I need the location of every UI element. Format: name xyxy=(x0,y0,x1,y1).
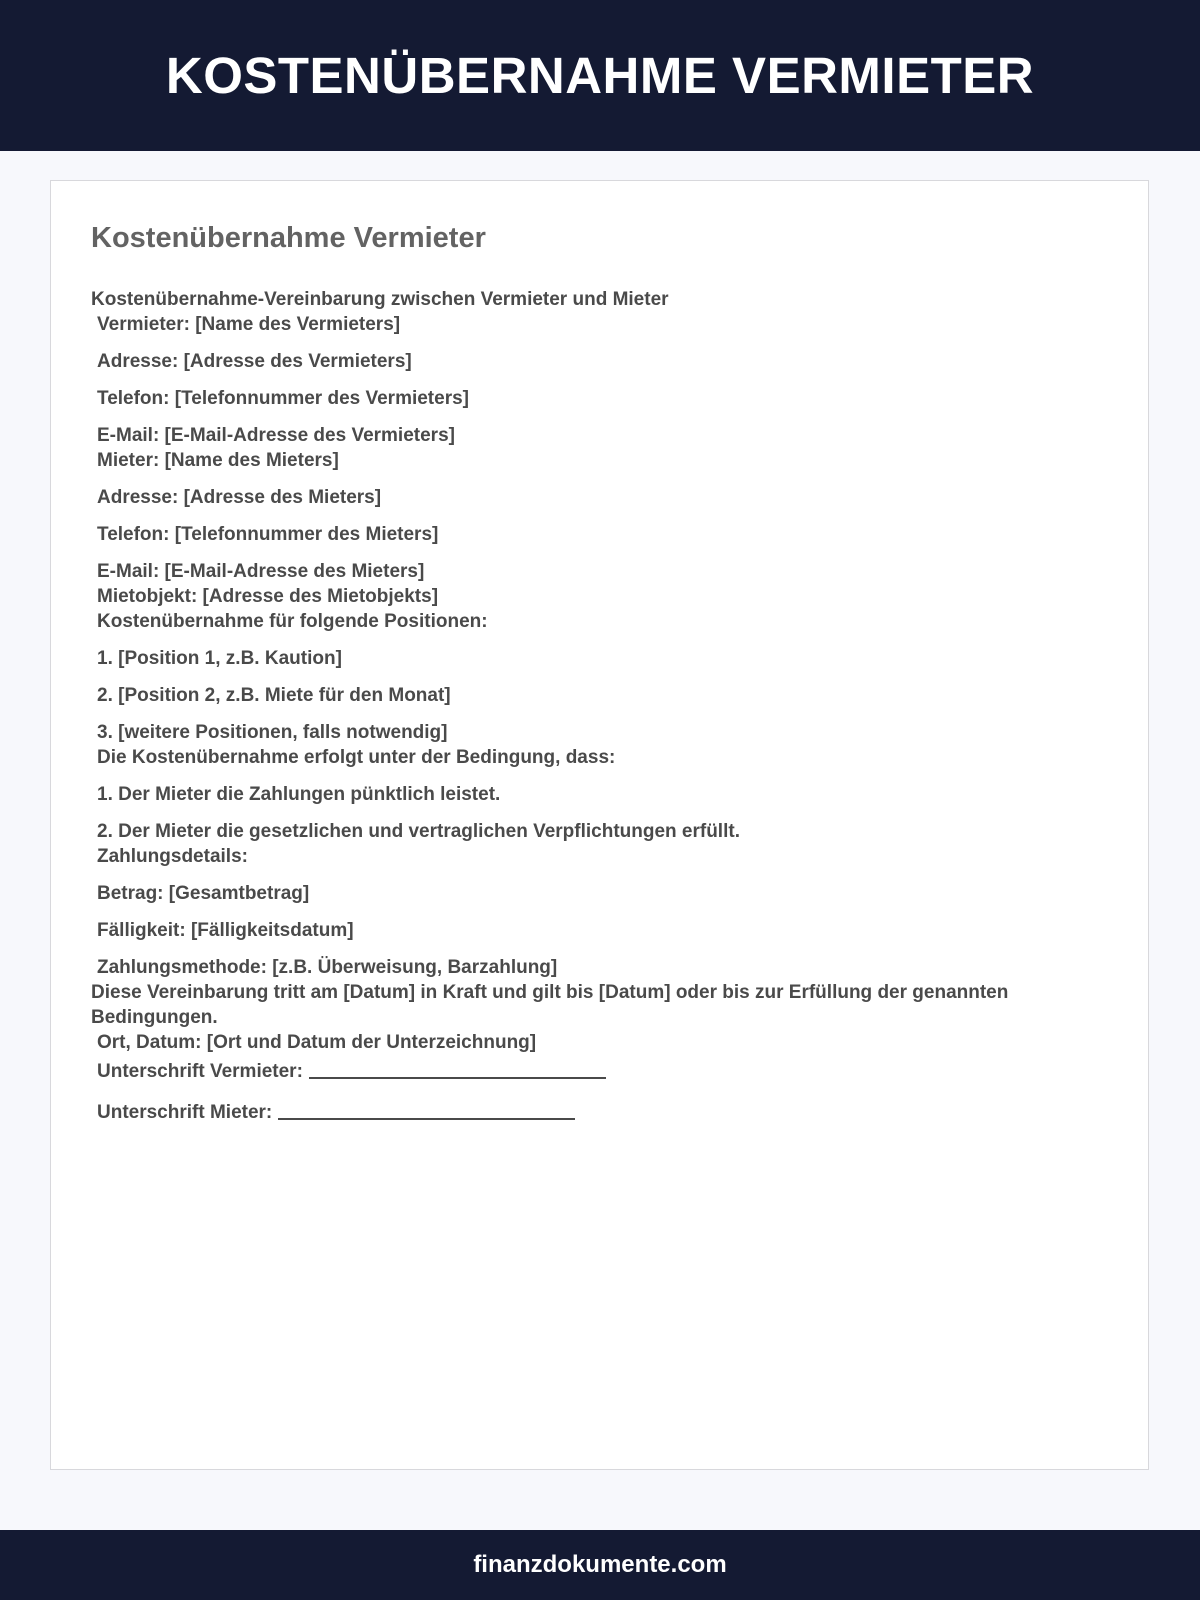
landlord-signature-row xyxy=(91,1055,1111,1084)
tenant-name: Mieter: [Name des Mieters] xyxy=(97,450,339,471)
document-card xyxy=(50,180,1149,1470)
footer-bar xyxy=(0,1530,1200,1600)
document-content xyxy=(91,221,1111,1125)
landlord-signature-label: Unterschrift Vermieter: xyxy=(97,1061,303,1082)
agreement-intro: Kostenübernahme-Vereinbarung zwischen Vermieter und Mieter xyxy=(91,289,669,310)
footer-site-link[interactable]: finanzdokumente.com xyxy=(473,1551,727,1578)
positions-heading: Kostenübernahme für folgende Positionen: xyxy=(97,611,488,632)
tenant-signature-line xyxy=(278,1098,575,1120)
landlord-phone: Telefon: [Telefonnummer des Vermieters] xyxy=(97,388,469,409)
tenant-phone: Telefon: [Telefonnummer des Mieters] xyxy=(97,524,439,545)
landlord-address: Adresse: [Adresse des Vermieters] xyxy=(97,351,412,372)
payment-amount: Betrag: [Gesamtbetrag] xyxy=(97,883,310,904)
place-date: Ort, Datum: [Ort und Datum der Unterzeichnung] xyxy=(97,1032,537,1053)
landlord-name: Vermieter: [Name des Vermieters] xyxy=(97,314,401,335)
top-banner xyxy=(0,0,1200,151)
landlord-email: E-Mail: [E-Mail-Adresse des Vermieters] xyxy=(97,425,455,446)
banner-title: KOSTENÜBERNAHME VERMIETER xyxy=(165,47,1035,104)
condition-item: 2. Der Mieter die gesetzlichen und vertraglichen Verpflichtungen erfüllt. xyxy=(97,821,740,842)
document-heading: Kostenübernahme Vermieter xyxy=(91,222,486,254)
tenant-signature-row xyxy=(91,1096,1111,1125)
payment-heading: Zahlungsdetails: xyxy=(97,846,248,867)
tenant-address: Adresse: [Adresse des Mieters] xyxy=(97,487,382,508)
position-item: 3. [weitere Positionen, falls notwendig] xyxy=(97,722,448,743)
position-item: 2. [Position 2, z.B. Miete für den Monat] xyxy=(97,685,451,706)
rental-property: Mietobjekt: [Adresse des Mietobjekts] xyxy=(97,586,439,607)
tenant-signature-label: Unterschrift Mieter: xyxy=(97,1102,273,1123)
conditions-heading: Die Kostenübernahme erfolgt unter der Bedingung, dass: xyxy=(97,747,616,768)
condition-item: 1. Der Mieter die Zahlungen pünktlich leistet. xyxy=(97,784,501,805)
payment-method: Zahlungsmethode: [z.B. Überweisung, Barzahlung] xyxy=(97,957,558,978)
landlord-signature-line xyxy=(309,1057,606,1079)
tenant-email: E-Mail: [E-Mail-Adresse des Mieters] xyxy=(97,561,425,582)
validity-clause: Diese Vereinbarung tritt am [Datum] in Kraft und gilt bis [Datum] oder bis zur Erfüllung der genannten Bedingungen. xyxy=(91,982,1014,1028)
payment-due-date: Fälligkeit: [Fälligkeitsdatum] xyxy=(97,920,354,941)
position-item: 1. [Position 1, z.B. Kaution] xyxy=(97,648,342,669)
